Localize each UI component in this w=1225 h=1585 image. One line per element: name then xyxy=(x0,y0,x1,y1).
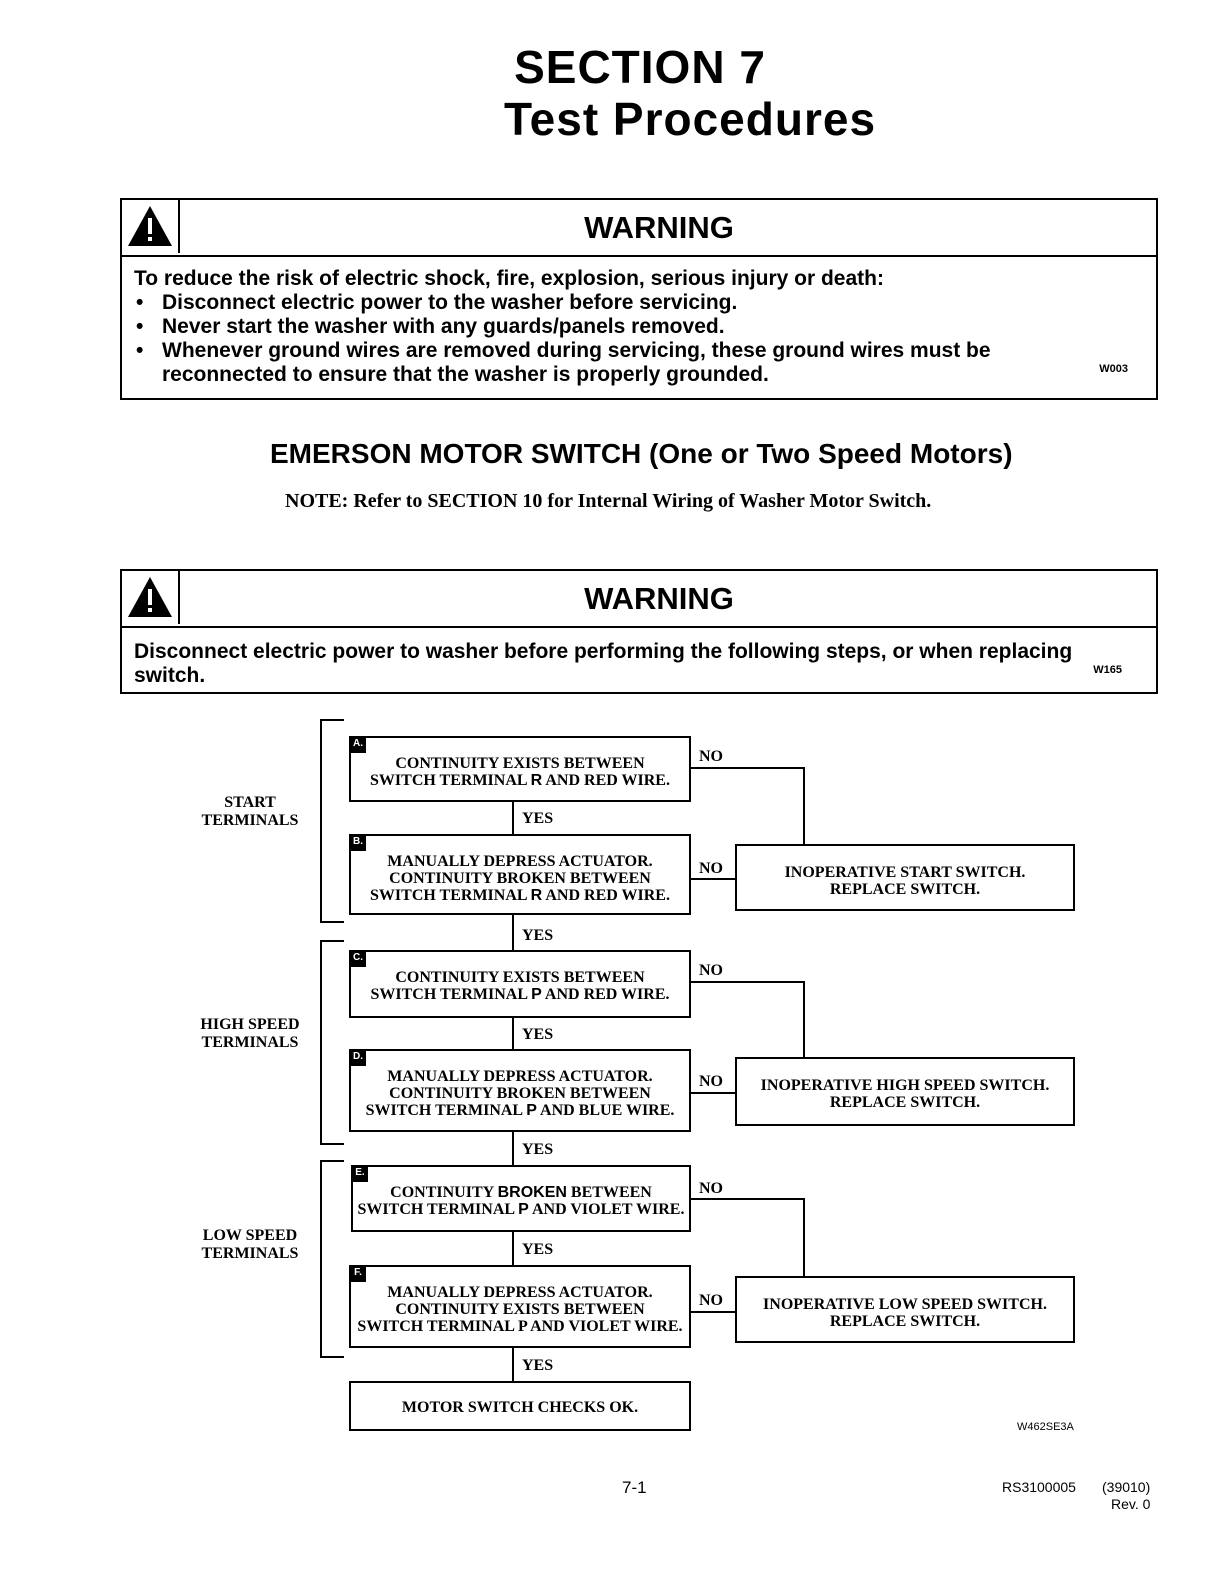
no-label: NO xyxy=(699,1292,723,1309)
reference-note: NOTE: Refer to SECTION 10 for Internal Wiring of Washer Motor Switch. xyxy=(285,490,932,512)
yes-label: YES xyxy=(522,1357,554,1374)
warning-intro: To reduce the risk of electric shock, fire, explosion, serious injury or death: xyxy=(134,267,884,290)
yes-label: YES xyxy=(522,1141,554,1158)
figure-code: W462SE3A xyxy=(1017,1421,1074,1433)
no-label: NO xyxy=(699,962,723,979)
yes-label: YES xyxy=(522,1026,554,1043)
yes-label: YES xyxy=(522,810,554,827)
flow-step-c: C. CONTINUITY EXISTS BETWEEN SWITCH TERMINAL P AND RED WIRE. xyxy=(349,950,691,1018)
page-number: 7-1 xyxy=(622,1478,647,1497)
warning-title: WARNING xyxy=(584,210,734,245)
flow-step-d: D. MANUALLY DEPRESS ACTUATOR. CONTINUITY BROKEN BETWEEN SWITCH TERMINAL P AND BLUE WIRE. xyxy=(349,1049,691,1132)
section-subheading: EMERSON MOTOR SWITCH (One or Two Speed Motors) xyxy=(270,438,1013,469)
warning-bullet: • Never start the washer with any guards/panels removed. xyxy=(134,315,1146,339)
warning-code: W165 xyxy=(1093,664,1122,676)
flow-step-a: A. CONTINUITY EXISTS BETWEEN SWITCH TERMINAL R AND RED WIRE. xyxy=(349,736,691,802)
result-inoperative-low-speed-switch: INOPERATIVE LOW SPEED SWITCH. REPLACE SWITCH. xyxy=(735,1276,1075,1343)
no-label: NO xyxy=(699,748,723,765)
flow-end-checks-ok: MOTOR SWITCH CHECKS OK. xyxy=(349,1381,691,1431)
warning-text: Disconnect electric power to washer before performing the following steps, or when replacing switch. xyxy=(134,640,1073,687)
section-number: SECTION 7 xyxy=(514,41,766,93)
step-tag: D. xyxy=(350,1050,366,1066)
warning-bullet: • Whenever ground wires are removed during servicing, these ground wires must be reconnected to ensure that the washer is properly grounded. xyxy=(134,339,1042,387)
page-title: Test Procedures xyxy=(503,93,877,145)
no-label: NO xyxy=(699,1180,723,1197)
document-code: (39010) xyxy=(1102,1479,1151,1495)
group-label-low-speed: LOW SPEED TERMINALS xyxy=(201,1227,299,1262)
step-tag: A. xyxy=(350,737,366,753)
flow-step-e: E. CONTINUITY BROKEN BETWEEN SWITCH TERMINAL P AND VIOLET WIRE. xyxy=(351,1165,691,1232)
step-tag: E. xyxy=(352,1166,368,1182)
yes-label: YES xyxy=(522,927,554,944)
flow-step-f: F. MANUALLY DEPRESS ACTUATOR. CONTINUITY EXISTS BETWEEN SWITCH TERMINAL P AND VIOLET WIRE. xyxy=(349,1265,691,1348)
result-inoperative-start-switch: INOPERATIVE START SWITCH. REPLACE SWITCH. xyxy=(735,844,1075,911)
result-inoperative-high-speed-switch: INOPERATIVE HIGH SPEED SWITCH. REPLACE SWITCH. xyxy=(735,1057,1075,1126)
no-label: NO xyxy=(699,860,723,877)
yes-label: YES xyxy=(522,1241,554,1258)
group-label-high-speed: HIGH SPEED TERMINALS xyxy=(200,1016,300,1051)
group-label-start: START TERMINALS xyxy=(201,794,299,829)
no-label: NO xyxy=(699,1073,723,1090)
warning-bullet: • Disconnect electric power to the washer before servicing. xyxy=(134,291,1146,315)
step-tag: B. xyxy=(350,835,366,851)
step-tag: C. xyxy=(350,951,366,967)
revision: Rev. 0 xyxy=(1111,1496,1151,1512)
flow-step-b: B. MANUALLY DEPRESS ACTUATOR. CONTINUITY BROKEN BETWEEN SWITCH TERMINAL R AND RED WIRE. xyxy=(349,834,691,915)
warning-code: W003 xyxy=(1099,363,1128,375)
warning-title: WARNING xyxy=(584,581,734,616)
document-number: RS3100005 xyxy=(1002,1479,1076,1495)
step-tag: F. xyxy=(350,1266,366,1282)
